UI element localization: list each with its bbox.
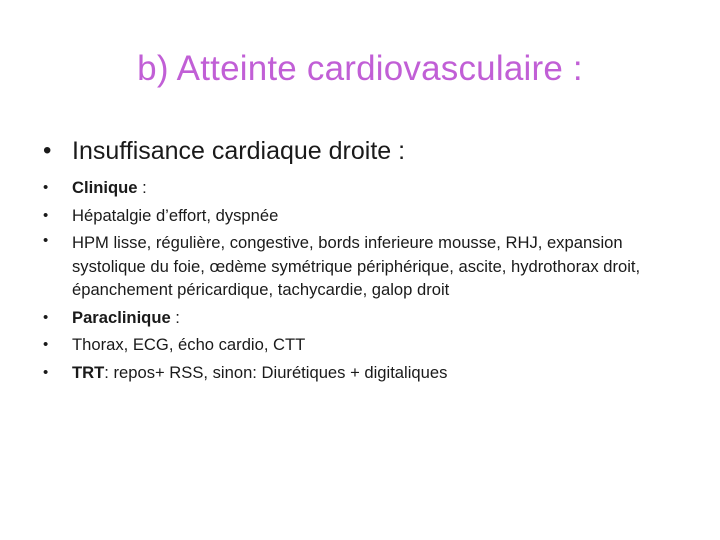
list-item <box>43 359 683 387</box>
bullet-list <box>43 174 683 386</box>
item-heading: Paraclinique <box>72 307 171 327</box>
item-text: HPM lisse, régulière, congestive, bords inferieure mousse, RHJ, expansion systolique du foie, œdème symétrique périphérique, ascite, hydrothorax droit, épanchement péricardique, tachycardie, galop droit <box>72 233 641 299</box>
item-heading: TRT <box>72 362 105 382</box>
item-text: : <box>170 307 180 327</box>
bullet-icon: • <box>43 363 49 381</box>
bullet-icon: • <box>43 232 49 249</box>
list-item <box>43 229 683 304</box>
item-text: Thorax, ECG, écho cardio, CTT <box>72 335 306 354</box>
main-bullet <box>43 133 405 169</box>
bullet-icon: • <box>43 206 49 224</box>
main-bullet-text: Insuffisance cardiaque droite : <box>72 137 406 165</box>
bullet-icon: • <box>43 179 49 196</box>
list-item <box>43 174 683 202</box>
list-item <box>43 202 683 230</box>
bullet-icon: • <box>43 308 49 326</box>
slide-title: b) Atteinte cardiovasculaire : <box>137 49 583 88</box>
bullet-icon: • <box>43 137 52 164</box>
list-item <box>43 304 683 332</box>
item-text: Hépatalgie d’effort, dyspnée <box>72 205 279 225</box>
item-text: : <box>137 178 147 197</box>
list-item <box>43 331 683 359</box>
item-text: : repos+ RSS, sinon: Diurétiques + digitaliques <box>104 362 448 382</box>
bullet-icon: • <box>43 336 49 353</box>
item-heading: Clinique <box>72 178 138 197</box>
